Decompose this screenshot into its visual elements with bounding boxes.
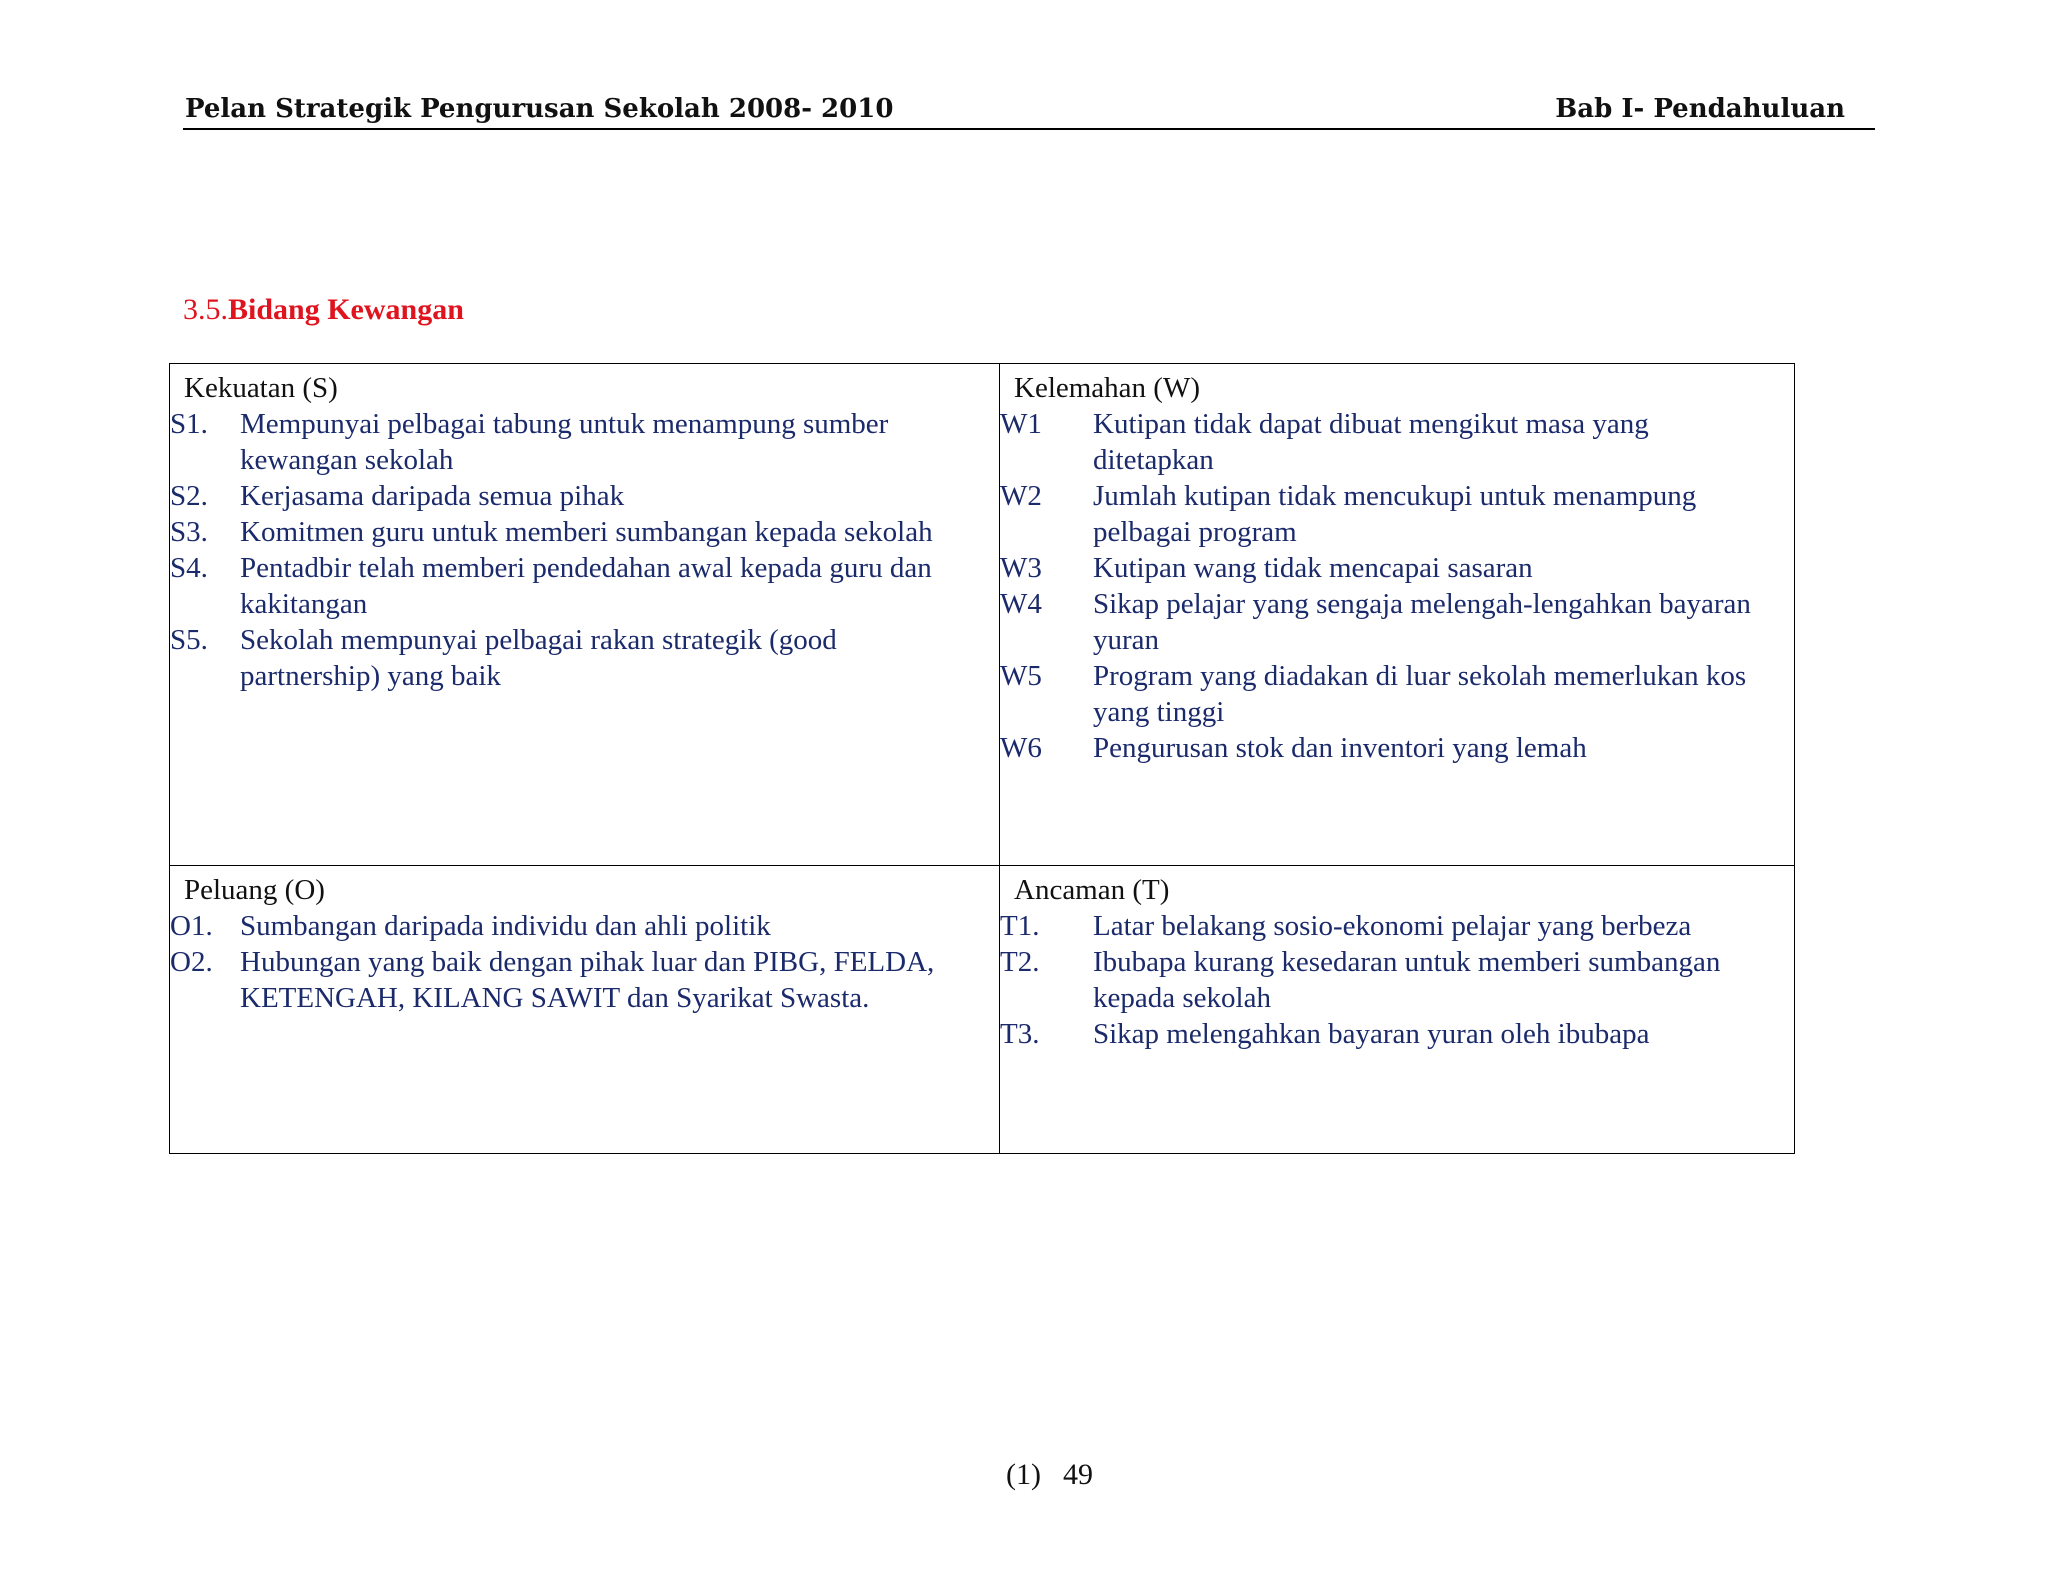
list-item (170, 514, 999, 550)
list-item (170, 622, 999, 694)
item-text: Program yang diadakan di luar sekolah memerlukan kos yang tinggi (1093, 660, 1747, 728)
section-marker: (1) (1006, 1458, 1041, 1491)
item-text: Kutipan wang tidak mencapai sasaran (1093, 552, 1533, 584)
item-code: O2. (170, 946, 213, 978)
item-text: Sekolah mempunyai pelbagai rakan strategik (good partnership) yang baik (240, 624, 837, 692)
list-item (1000, 550, 1794, 586)
threats-list (1000, 908, 1794, 1052)
swot-table (169, 363, 1795, 1154)
item-code: T3. (1000, 1018, 1040, 1050)
list-item (1000, 586, 1794, 658)
section-number: 3.5. (183, 293, 228, 326)
page-number: 49 (1062, 1458, 1093, 1491)
item-code: W2 (1000, 480, 1042, 512)
item-text: Sumbangan daripada individu dan ahli politik (240, 910, 771, 942)
item-text: Sikap melengahkan bayaran yuran oleh ibubapa (1093, 1018, 1650, 1050)
weaknesses-cell (1000, 364, 1795, 866)
item-code: S2. (170, 480, 208, 512)
opportunities-cell (170, 866, 1000, 1154)
item-code: O1. (170, 910, 213, 942)
item-text: Kutipan tidak dapat dibuat mengikut masa yang ditetapkan (1093, 408, 1649, 476)
document-title: Pelan Strategik Pengurusan Sekolah 2008- 2010 (185, 94, 894, 124)
item-code: S5. (170, 624, 208, 656)
item-code: W3 (1000, 552, 1042, 584)
list-item (170, 406, 999, 478)
chapter-title: Bab I- Pendahuluan (1555, 94, 1845, 124)
strengths-cell (170, 364, 1000, 866)
list-item (170, 550, 999, 622)
list-item (1000, 478, 1794, 550)
item-text: Latar belakang sosio-ekonomi pelajar yang berbeza (1093, 910, 1692, 942)
weaknesses-heading: Kelemahan (W) (1014, 372, 1200, 404)
threats-cell (1000, 866, 1795, 1154)
item-code: W1 (1000, 408, 1042, 440)
list-item (170, 908, 999, 944)
item-text: Ibubapa kurang kesedaran untuk memberi sumbangan kepada sekolah (1093, 946, 1721, 1014)
page-footer (1006, 1458, 1093, 1492)
page-header (183, 88, 1875, 130)
list-item (170, 944, 999, 1016)
item-text: Mempunyai pelbagai tabung untuk menampung sumber kewangan sekolah (240, 408, 889, 476)
strengths-list (170, 406, 999, 694)
threats-heading: Ancaman (T) (1014, 874, 1170, 906)
section-name: Bidang Kewangan (228, 293, 464, 326)
item-code: S4. (170, 552, 208, 584)
item-code: W5 (1000, 660, 1042, 692)
item-code: T2. (1000, 946, 1040, 978)
opportunities-list (170, 908, 999, 1016)
item-text: Pengurusan stok dan inventori yang lemah (1093, 732, 1587, 764)
item-text: Kerjasama daripada semua pihak (240, 480, 625, 512)
item-text: Sikap pelajar yang sengaja melengah-lengahkan bayaran yuran (1093, 588, 1751, 656)
item-text: Jumlah kutipan tidak mencukupi untuk menampung pelbagai program (1093, 480, 1697, 548)
item-code: W6 (1000, 732, 1042, 764)
weaknesses-list (1000, 406, 1794, 766)
list-item (1000, 406, 1794, 478)
item-code: S1. (170, 408, 208, 440)
item-text: Pentadbir telah memberi pendedahan awal kepada guru dan kakitangan (240, 552, 932, 620)
list-item (1000, 730, 1794, 766)
item-text: Komitmen guru untuk memberi sumbangan kepada sekolah (240, 516, 933, 548)
item-code: W4 (1000, 588, 1042, 620)
opportunities-heading: Peluang (O) (184, 874, 325, 906)
list-item (170, 478, 999, 514)
section-heading (183, 293, 464, 327)
list-item (1000, 908, 1794, 944)
item-code: S3. (170, 516, 208, 548)
list-item (1000, 944, 1794, 1016)
strengths-heading: Kekuatan (S) (184, 372, 338, 404)
list-item (1000, 1016, 1794, 1052)
item-code: T1. (1000, 910, 1040, 942)
list-item (1000, 658, 1794, 730)
item-text: Hubungan yang baik dengan pihak luar dan PIBG, FELDA, KETENGAH, KILANG SAWIT dan Syarikat Swasta. (240, 946, 935, 1014)
